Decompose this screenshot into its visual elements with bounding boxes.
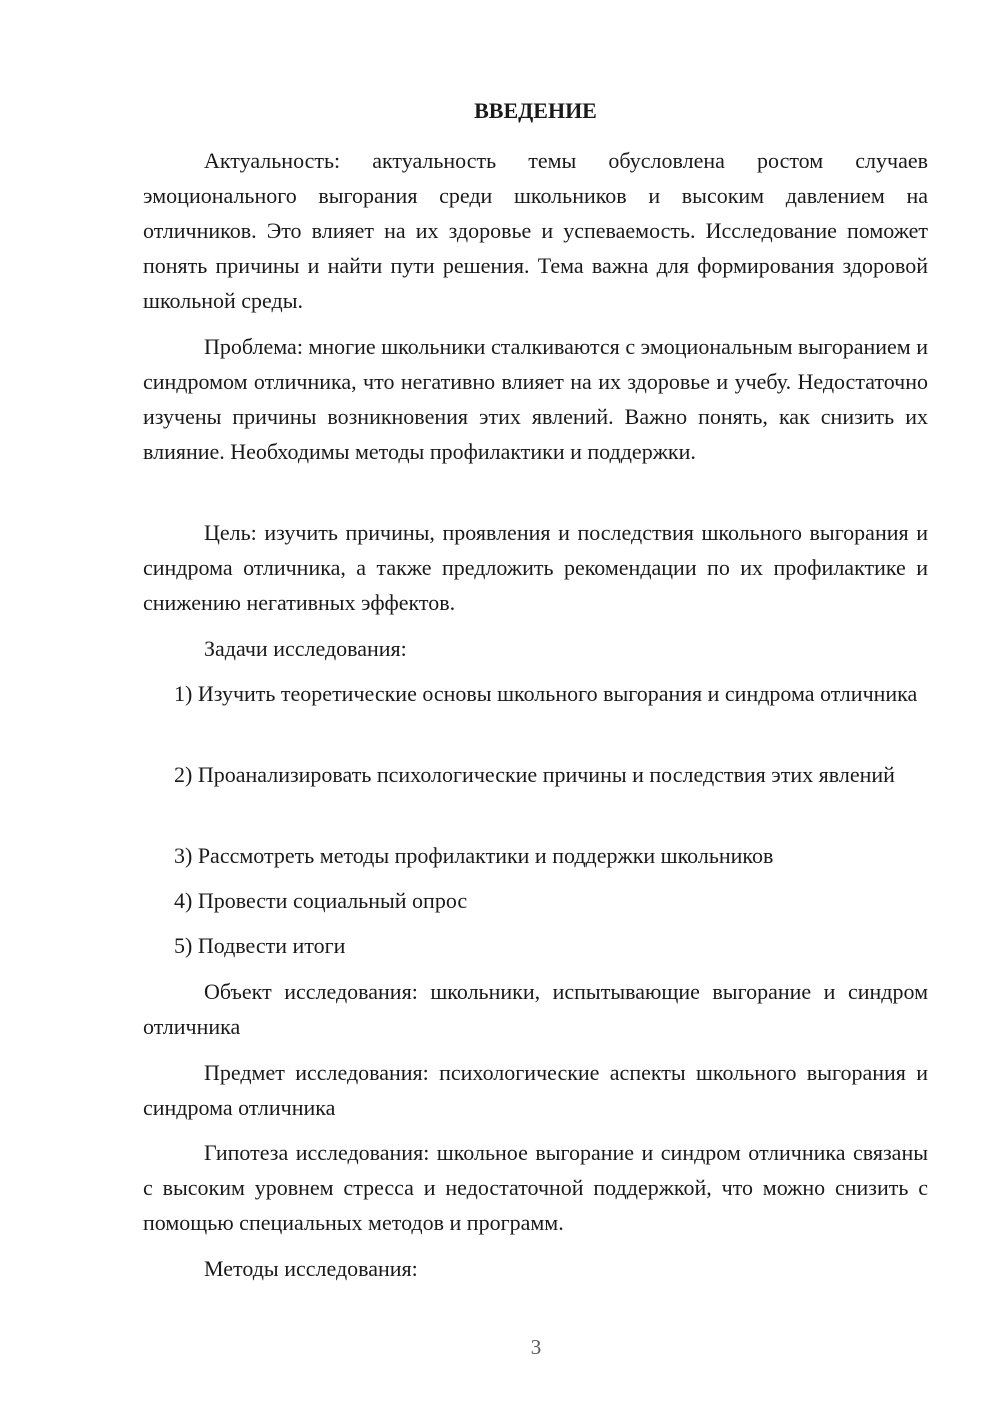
- task-item-1: 1) Изучить теоретические основы школьного выгорания и синдрома отличника: [174, 681, 918, 706]
- task-item-2: 2) Проанализировать психологические причины и последствия этих явлений: [174, 762, 895, 787]
- task-item-5: 5) Подвести итоги: [174, 933, 346, 958]
- paragraph-methods-heading: Методы исследования:: [204, 1256, 418, 1281]
- paragraph-subject: Предмет исследования: психологические аспекты школьного выгорания и синдрома отличника: [143, 1060, 928, 1120]
- task-item-3: 3) Рассмотреть методы профилактики и поддержки школьников: [174, 843, 774, 868]
- paragraph-problem: Проблема: многие школьники сталкиваются с эмоциональным выгоранием и синдромом отличника, что негативно влияет на их здоровье и учебу. Недостаточно изучены причины возникновения этих явлений. Важно понять, как снизить их влияние. Необходимы методы профилактики и поддержки.: [143, 334, 928, 464]
- paragraph-tasks-heading: Задачи исследования:: [204, 636, 407, 661]
- paragraph-hypothesis: Гипотеза исследования: школьное выгорание и синдром отличника связаны с высоким уровнем стресса и недостаточной поддержкой, что можно снизить с помощью специальных методов и программ.: [143, 1140, 928, 1235]
- paragraph-relevance: Актуальность: актуальность темы обусловлена ростом случаев эмоционального выгорания среди школьников и высоким давлением на отличников. Это влияет на их здоровье и успеваемость. Исследование поможет понять причины и найти пути решения. Тема важна для формирования здоровой школьной среды.: [143, 148, 928, 313]
- page-title: ВВЕДЕНИЕ: [474, 98, 597, 123]
- page-number: 3: [530, 1335, 542, 1359]
- task-item-4: 4) Провести социальный опрос: [174, 888, 468, 913]
- paragraph-object: Объект исследования: школьники, испытывающие выгорание и синдром отличника: [143, 979, 928, 1039]
- paragraph-goal: Цель: изучить причины, проявления и последствия школьного выгорания и синдрома отличника, а также предложить рекомендации по их профилактике и снижению негативных эффектов.: [143, 520, 928, 615]
